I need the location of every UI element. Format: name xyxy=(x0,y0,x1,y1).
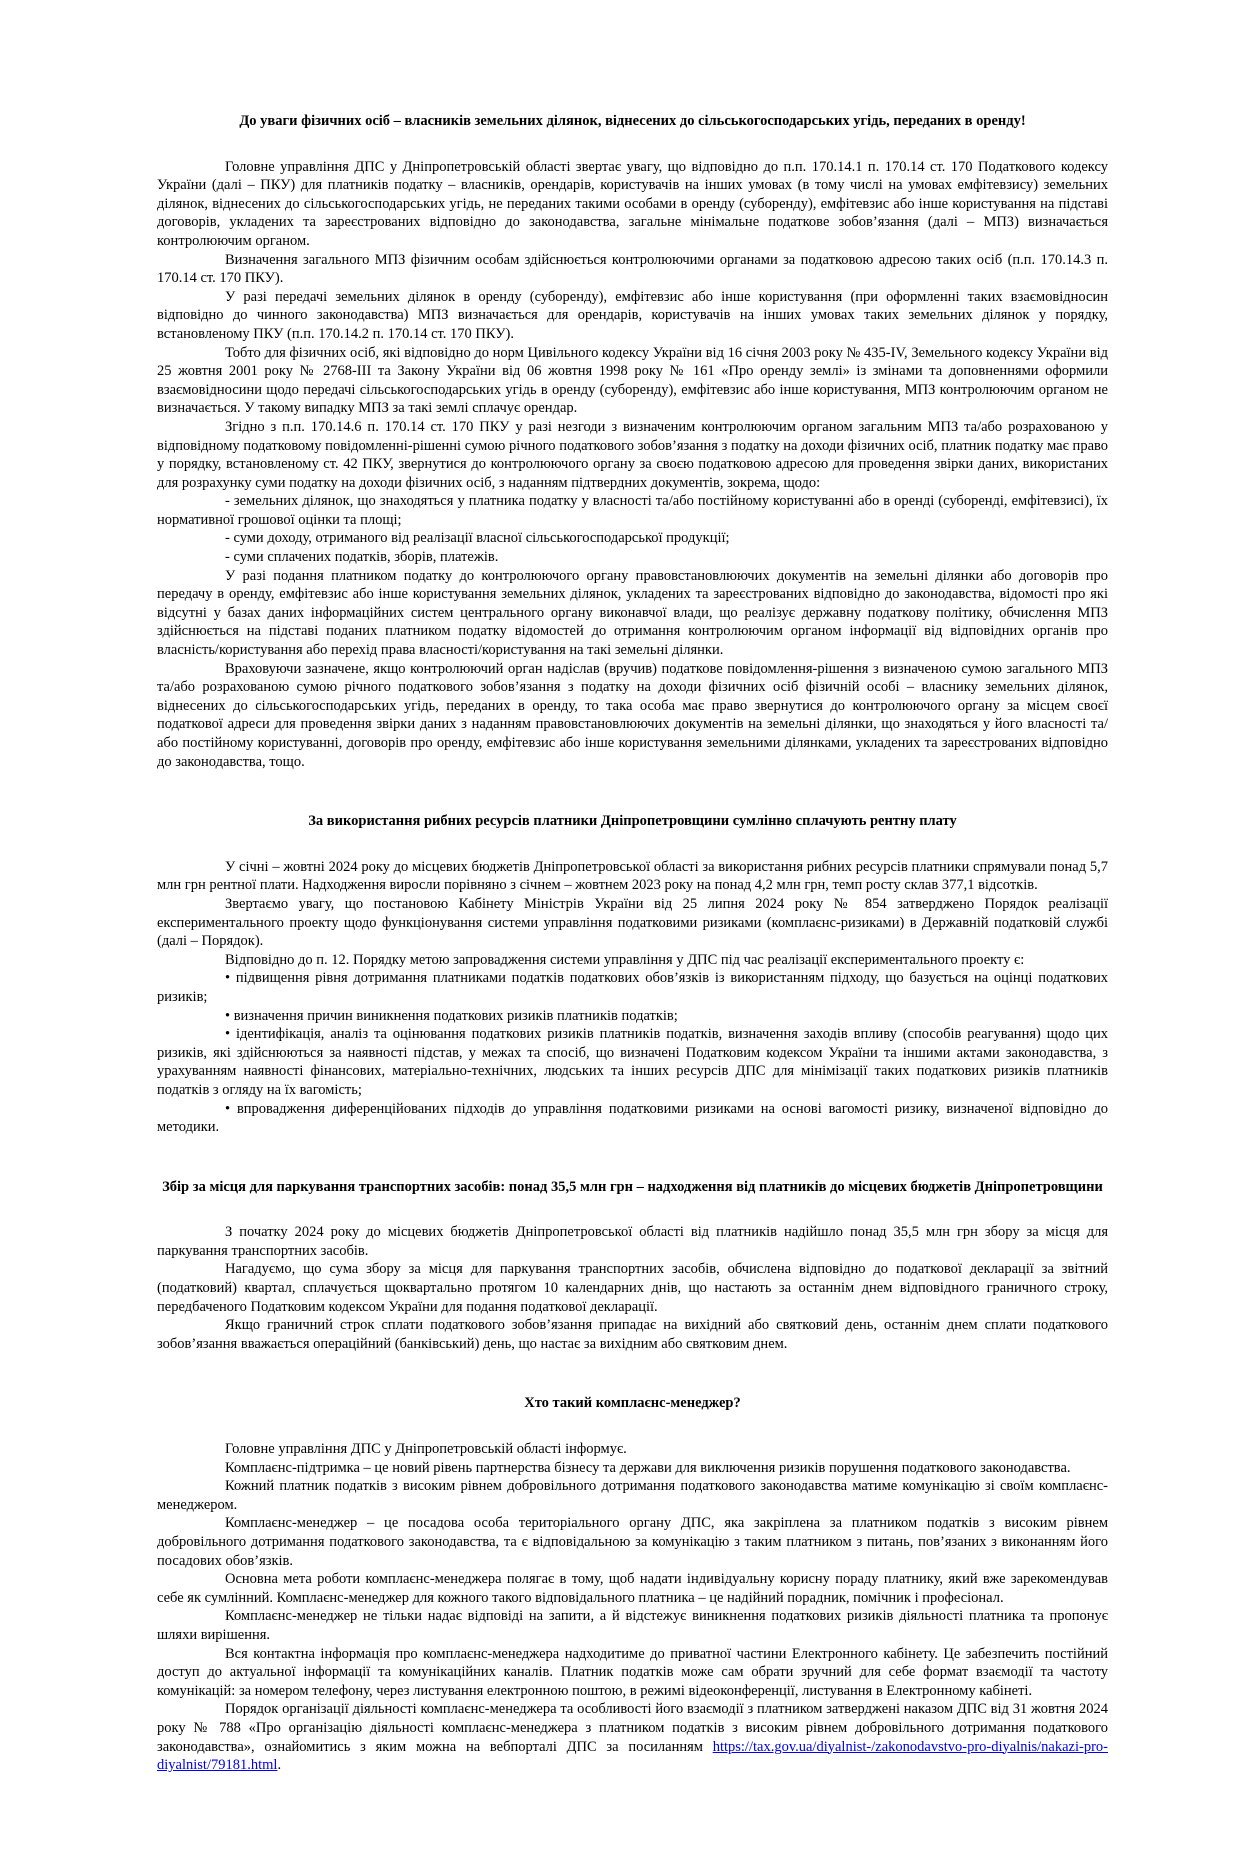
list-item-bullet: • визначення причин виникнення податкових ризиків платників податків; xyxy=(225,1007,678,1024)
section-fish-resources xyxy=(157,812,1108,1137)
list-item-dash: - суми доходу, отриманого від реалізації власної сільськогосподарської продукції; xyxy=(225,530,730,547)
section-land-owners xyxy=(157,112,1108,771)
section-parking-fee xyxy=(157,1178,1108,1354)
paragraph: Комплаєнс-менеджер не тільки надає відповіді на запити, а й відстежує виникнення податкових ризиків діяльності платника та пропонує шляхи вирішення. xyxy=(157,1608,1108,1643)
closing-period: . xyxy=(277,1757,282,1774)
paragraph: Відповідно до п. 12. Порядку метою запровадження системи управління у ДПС під час реалізації експериментального проекту є: xyxy=(225,951,1025,968)
paragraph: Якщо граничний строк сплати податкового зобов’язання припадає на вихідний або святковий день, останнім днем сплати податкового зобов’язання вважається операційний (банківський) день, що настає за вихідним або святковим днем. xyxy=(157,1317,1108,1352)
paragraph: Головне управління ДПС у Дніпропетровській області звертає увагу, що відповідно до п.п. 170.14.1 п. 170.14 ст. 170 Податкового кодексу України (далі – ПКУ) для платників податку – власників, орендарів, користувачів на інших умовах (в тому числі на умовах емфітевзису) земельних ділянок, віднесених до сільськогосподарських угідь, не переданих такими особами в оренду (суборенду), емфітевзис або інше користування на підставі договорів, укладених та зареєстрованих відповідно до законодавства, загальне мінімальне податкове зобов’язання (далі – МПЗ) визначається контролюючим органом. xyxy=(157,158,1108,249)
paragraph: Тобто для фізичних осіб, які відповідно до норм Цивільного кодексу України від 16 січня 2003 року № 435-IV, Земельного кодексу України від 25 жовтня 2001 року № 2768-III та Закону України від 06 жовтня 1998 року № 161 «Про оренду землі» із змінами та доповненнями оформили взаємовідносини щодо передачі сільськогосподарських угідь в оренду (суборенду), емфітевзис або інше користування, МПЗ контролюючим органом не визначається. У такому випадку МПЗ за такі землі сплачує орендар. xyxy=(157,344,1108,417)
list-item-bullet: • підвищення рівня дотримання платниками податків податкових обов’язків із використанням підходу, що базується на оцінці податкових ризиків; xyxy=(157,970,1108,1005)
paragraph: Звертаємо увагу, що постановою Кабінету Міністрів України від 25 липня 2024 року № 854 затверджено Порядок реалізації експериментального проекту щодо функціонування системи управління податковими ризиками (комплаєнс-ризиками) в Державній податковій службі (далі – Порядок). xyxy=(157,895,1108,950)
list-item-dash: - суми сплачених податків, зборів, платежів. xyxy=(225,549,499,566)
section-heading-compliance-manager: Хто такий комплаєнс-менеджер? xyxy=(524,1395,741,1412)
section-heading-parking-fee: Збір за місця для паркування транспортних засобів: понад 35,5 млн грн – надходження від платників до місцевих бюджетів Дніпропетровщини xyxy=(162,1178,1103,1195)
paragraph: Вся контактна інформація про комплаєнс-менеджера надходитиме до приватної частини Електронного кабінету. Це забезпечить постійний доступ до актуальної інформації та комунікаційних каналів. Платник податків може сам обрати зручний для себе формат взаємодії та частоту комунікацій: за номером телефону, через листування електронною поштою, в режимі відеоконференції, листування в Електронному кабінеті. xyxy=(157,1645,1108,1699)
section-heading-land-owners: До уваги фізичних осіб – власників земельних ділянок, віднесених до сільськогосподарських угідь, переданих в оренду! xyxy=(239,113,1026,129)
list-item-bullet: • впровадження диференційованих підходів до управління податковими ризиками на основі вагомості ризику, визначеної відповідно до методики. xyxy=(157,1100,1108,1136)
list-item-dash: - земельних ділянок, що знаходяться у платника податку у власності та/або постійному користуванні або в оренді (суборенді, емфітевзисі), їх нормативної грошової оцінки та площі; xyxy=(157,493,1108,528)
list-item-bullet: • ідентифікація, аналіз та оцінювання податкових ризиків платників податків, визначення заходів впливу (способів реагування) щодо цих ризиків, які здійснюються за наявності підстав, у межах та спосіб, що визначені Податковим кодексом України та іншими актами законодавства, з урахуванням наявності фінансових, матеріально-технічних, людських та інших ресурсів ДПС для мінімізації таких податкових ризиків платників податків з огляду на їх вагомість; xyxy=(157,1026,1108,1098)
tax-portal-link[interactable]: https://tax.gov.ua/diyalnist-/zakonodavstvo-pro-diyalnis/nakazi-pro-diyalnist/79181.html xyxy=(157,1738,1108,1774)
paragraph: Кожний платник податків з високим рівнем добровільного дотримання податкового законодавства матиме комунікацію зі своїм комплаєнс-менеджером. xyxy=(157,1478,1108,1513)
paragraph: Головне управління ДПС у Дніпропетровській області інформує. xyxy=(225,1441,627,1458)
paragraph: Комплаєнс-менеджер – це посадова особа територіального органу ДПС, яка закріплена за платником податків з високим рівнем добровільного дотримання податкового законодавства, та є відповідальною за комунікацію з таким платником з питань, пов’язаних з виконанням його посадових обов’язків. xyxy=(157,1515,1108,1569)
paragraph: Комплаєнс-підтримка – це новий рівень партнерства бізнесу та держави для виключення ризиків порушення податкового законодавства. xyxy=(225,1459,1071,1476)
paragraph: Основна мета роботи комплаєнс-менеджера полягає в тому, щоб надати індивідуальну корисну пораду платнику, який вже зарекомендував себе як сумлінний. Комплаєнс-менеджер для кожного такого відповідального платника – це надійний порадник, помічник і професіонал. xyxy=(157,1571,1108,1606)
paragraph: Враховуючи зазначене, якщо контролюючий орган надіслав (вручив) податкове повідомлення-рішення з визначеною сумою загального МПЗ та/або розрахованою сумою річного податкового зобов’язання з податку на доходи фізичних осіб фізичній особі – власнику земельних ділянок, віднесених до сільськогосподарських угідь, переданих в оренду, то така особа має право звернутися до контролюючого органу за місцем своєї податкової адреси для проведення звірки даних з наданням правовстановлюючих документів на земельні ділянки, що знаходяться у його власності та/або постійному користуванні, договорів про оренду, емфітевзис або інше користування земельними ділянками, укладених та зареєстрованих відповідно до законодавства, тощо. xyxy=(157,660,1108,770)
paragraph: У разі передачі земельних ділянок в оренду (суборенду), емфітевзис або інше користування (при оформленні таких взаємовідносин відповідно до чинного законодавства) МПЗ визначається для орендарів, користувачів на інших умовах таких земельних ділянок у порядку, встановленому ПКУ (п.п. 170.14.2 п. 170.14 ст. 170 ПКУ). xyxy=(157,288,1108,342)
paragraph: У січні – жовтні 2024 року до місцевих бюджетів Дніпропетровської області за використання рибних ресурсів платники спрямували понад 5,7 млн грн рентної плати. Надходження виросли порівняно з січнем – жовтнем 2023 року на понад 4,2 млн грн, темп росту склав 377,1 відсотків. xyxy=(157,858,1108,894)
paragraph: З початку 2024 року до місцевих бюджетів Дніпропетровської області від платників надійшло понад 35,5 млн грн збору за місця для паркування транспортних засобів. xyxy=(157,1224,1108,1259)
paragraph: У разі подання платником податку до контролюючого органу правовстановлюючих документів на земельні ділянки або договорів про передачу в оренду, емфітевзис або інше користування земельних ділянок, укладених та зареєстрованих відповідно до законодавства, відомості про які відсутні у базах даних інформаційних систем центрального органу виконавчої влади, що реалізує державну податкову політику, обчислення МПЗ здійснюється на підставі поданих платником податку відомостей до отримання контролюючим органом інформації від відповідних органів про власність/користування або перехід права власності/користування на такі земельні ділянки. xyxy=(157,567,1108,659)
paragraph-with-link xyxy=(157,1700,1108,1774)
paragraph: Згідно з п.п. 170.14.6 п. 170.14 ст. 170 ПКУ у разі незгоди з визначеним контролюючим органом загальним МПЗ та/або розрахованою у відповідному податковому повідомленні-рішенні сумою річного податкового зобов’язання з податку на доходи фізичних осіб, платник податку має право у порядку, встановленому ст. 42 ПКУ, звернутися до контролюючого органу за своєю податковою адресою для проведення звірки даних, використаних для розрахунку суми податку на доходи фізичних осіб, з наданням підтвердних документів, зокрема, щодо: xyxy=(157,418,1108,491)
section-heading-fish-resources: За використання рибних ресурсів платники Дніпропетровщини сумлінно сплачують рентну плату xyxy=(308,813,957,830)
closing-text: Порядок організації діяльності комплаєнс-менеджера та особливості його взаємодії з платником затверджені наказом ДПС від 31 жовтня 2024 року № 788 «Про організацію діяльності комплаєнс-менеджера з платником податків з високим рівнем добровільного дотримання податкового законодавства», ознайомитись з яким можна на вебпорталі ДПС за посиланням xyxy=(157,1701,1108,1755)
paragraph: Нагадуємо, що сума збору за місця для паркування транспортних засобів, обчислена відповідно до податкової декларації за звітний (податковий) квартал, сплачується щоквартально протягом 10 календарних днів, що настають за останнім днем відповідного граничного строку, передбаченого Податковим кодексом України для подання податкової декларації. xyxy=(157,1261,1108,1315)
paragraph: Визначення загального МПЗ фізичним особам здійснюється контролюючими органами за податковою адресою таких осіб (п.п. 170.14.3 п. 170.14 ст. 170 ПКУ). xyxy=(157,251,1108,287)
section-compliance-manager xyxy=(157,1394,1108,1774)
